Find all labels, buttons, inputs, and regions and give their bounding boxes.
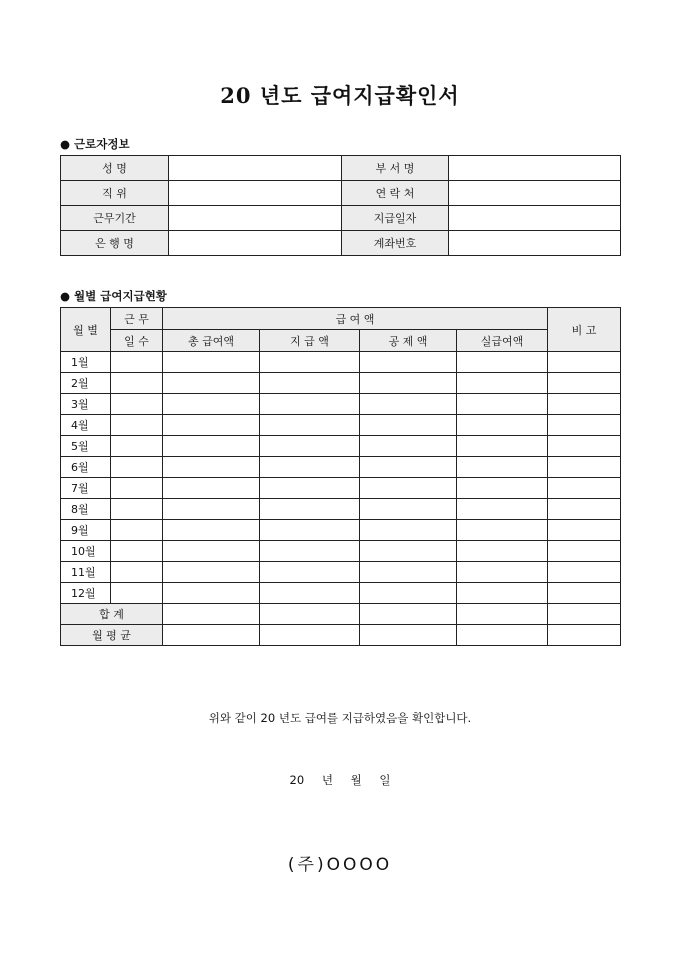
amount-cell[interactable] <box>548 436 621 457</box>
amount-cell[interactable] <box>260 478 360 499</box>
average-paid-cell[interactable] <box>260 625 360 646</box>
field-value-cell[interactable] <box>169 231 342 256</box>
gross-pay-header: 총 급여액 <box>163 330 260 352</box>
month-row <box>61 541 621 562</box>
paid-amount-header: 지 급 액 <box>260 330 360 352</box>
amount-cell[interactable] <box>548 562 621 583</box>
date-line: 20 년 월 일 <box>289 773 391 787</box>
field-label: 계좌번호 <box>342 231 449 256</box>
amount-cell[interactable] <box>548 415 621 436</box>
amount-cell[interactable] <box>163 352 260 373</box>
month-row <box>61 352 621 373</box>
month-label: 2월 <box>61 373 111 394</box>
workdays-header-bottom: 일 수 <box>111 330 163 352</box>
amount-cell[interactable] <box>457 436 548 457</box>
average-deduction-cell[interactable] <box>360 625 457 646</box>
amount-cell[interactable] <box>360 478 457 499</box>
month-label: 3월 <box>61 394 111 415</box>
remarks-header: 비 고 <box>548 308 621 352</box>
amount-cell[interactable] <box>360 352 457 373</box>
month-header: 월 별 <box>61 308 111 352</box>
field-value-cell[interactable] <box>449 156 621 181</box>
total-paid-cell[interactable] <box>260 604 360 625</box>
net-pay-header: 실급여액 <box>457 330 548 352</box>
amount-cell[interactable] <box>548 520 621 541</box>
monthly-header-row <box>61 308 621 330</box>
month-row <box>61 436 621 457</box>
worker-info-row <box>61 206 621 231</box>
amount-cell[interactable] <box>111 478 163 499</box>
amount-cell[interactable] <box>111 436 163 457</box>
amount-cell[interactable] <box>260 352 360 373</box>
field-label: 은 행 명 <box>61 231 169 256</box>
average-remarks-cell[interactable] <box>548 625 621 646</box>
total-row <box>61 604 621 625</box>
amount-cell[interactable] <box>548 457 621 478</box>
amount-cell[interactable] <box>163 478 260 499</box>
field-value-cell[interactable] <box>449 181 621 206</box>
field-label: 성 명 <box>61 156 169 181</box>
amount-cell[interactable] <box>163 541 260 562</box>
document-title: 20 년도 급여지급확인서 <box>220 83 460 108</box>
worker-info-body <box>61 156 621 256</box>
amount-cell[interactable] <box>111 562 163 583</box>
month-label: 4월 <box>61 415 111 436</box>
amount-cell[interactable] <box>111 352 163 373</box>
month-label: 5월 <box>61 436 111 457</box>
amount-cell[interactable] <box>260 436 360 457</box>
amount-cell[interactable] <box>548 583 621 604</box>
total-deduction-cell[interactable] <box>360 604 457 625</box>
amount-cell[interactable] <box>111 583 163 604</box>
amount-cell[interactable] <box>163 436 260 457</box>
amount-cell[interactable] <box>360 436 457 457</box>
monthly-heading: ● 월별 급여지급현황 <box>60 289 167 303</box>
total-remarks-cell[interactable] <box>548 604 621 625</box>
amount-cell[interactable] <box>163 520 260 541</box>
amount-cell[interactable] <box>163 415 260 436</box>
month-label: 7월 <box>61 478 111 499</box>
amount-cell[interactable] <box>457 394 548 415</box>
worker-info-row <box>61 156 621 181</box>
month-label: 8월 <box>61 499 111 520</box>
amount-cell[interactable] <box>260 457 360 478</box>
month-row <box>61 394 621 415</box>
amount-cell[interactable] <box>360 457 457 478</box>
field-label: 직 위 <box>61 181 169 206</box>
amount-cell[interactable] <box>111 394 163 415</box>
amount-cell[interactable] <box>360 499 457 520</box>
field-label: 부 서 명 <box>342 156 449 181</box>
month-row <box>61 499 621 520</box>
amount-cell[interactable] <box>260 499 360 520</box>
worker-info-table <box>60 155 621 256</box>
amount-cell[interactable] <box>111 520 163 541</box>
amount-cell[interactable] <box>457 562 548 583</box>
monthly-subheader-row <box>61 330 621 352</box>
amount-cell[interactable] <box>111 457 163 478</box>
month-label: 1월 <box>61 352 111 373</box>
amount-cell[interactable] <box>360 520 457 541</box>
worker-info-row <box>61 231 621 256</box>
field-label: 연 락 처 <box>342 181 449 206</box>
amount-cell[interactable] <box>163 457 260 478</box>
amount-cell[interactable] <box>457 499 548 520</box>
month-row <box>61 457 621 478</box>
average-gross-cell[interactable] <box>163 625 260 646</box>
month-row <box>61 478 621 499</box>
amount-cell[interactable] <box>457 373 548 394</box>
amount-cell[interactable] <box>111 499 163 520</box>
field-label: 지급일자 <box>342 206 449 231</box>
monthly-pay-body <box>61 352 621 604</box>
amount-cell[interactable] <box>360 583 457 604</box>
month-row <box>61 562 621 583</box>
total-gross-cell[interactable] <box>163 604 260 625</box>
amount-cell[interactable] <box>360 541 457 562</box>
amount-cell[interactable] <box>548 541 621 562</box>
month-label: 6월 <box>61 457 111 478</box>
month-row <box>61 415 621 436</box>
month-row <box>61 373 621 394</box>
worker-info-heading: ● 근로자정보 <box>60 137 130 151</box>
amount-cell[interactable] <box>457 352 548 373</box>
amount-cell[interactable] <box>163 394 260 415</box>
amount-cell[interactable] <box>260 394 360 415</box>
average-row <box>61 625 621 646</box>
pay-header: 급 여 액 <box>163 308 548 330</box>
month-row <box>61 583 621 604</box>
amount-cell[interactable] <box>260 562 360 583</box>
amount-cell[interactable] <box>111 415 163 436</box>
amount-cell[interactable] <box>457 541 548 562</box>
amount-cell[interactable] <box>360 415 457 436</box>
amount-cell[interactable] <box>260 583 360 604</box>
total-net-cell[interactable] <box>457 604 548 625</box>
company-name: (주)OOOO <box>287 855 393 875</box>
field-label: 근무기간 <box>61 206 169 231</box>
amount-cell[interactable] <box>163 499 260 520</box>
average-label: 월 평 균 <box>61 625 163 646</box>
amount-cell[interactable] <box>457 520 548 541</box>
month-row <box>61 520 621 541</box>
total-label: 합 계 <box>61 604 163 625</box>
amount-cell[interactable] <box>163 562 260 583</box>
monthly-pay-table <box>60 307 621 646</box>
confirmation-text: 위와 같이 20 년도 급여를 지급하였음을 확인합니다. <box>208 711 472 725</box>
amount-cell[interactable] <box>260 541 360 562</box>
month-label: 10월 <box>61 541 111 562</box>
amount-cell[interactable] <box>457 457 548 478</box>
amount-cell[interactable] <box>163 583 260 604</box>
amount-cell[interactable] <box>260 415 360 436</box>
amount-cell[interactable] <box>360 373 457 394</box>
field-value-cell[interactable] <box>449 206 621 231</box>
amount-cell[interactable] <box>360 562 457 583</box>
month-label: 9월 <box>61 520 111 541</box>
amount-cell[interactable] <box>548 394 621 415</box>
amount-cell[interactable] <box>457 583 548 604</box>
amount-cell[interactable] <box>548 352 621 373</box>
average-net-cell[interactable] <box>457 625 548 646</box>
field-value-cell[interactable] <box>449 231 621 256</box>
month-label: 12월 <box>61 583 111 604</box>
workdays-header-top: 근 무 <box>111 308 163 330</box>
amount-cell[interactable] <box>360 394 457 415</box>
amount-cell[interactable] <box>548 499 621 520</box>
deduction-header: 공 제 액 <box>360 330 457 352</box>
field-value-cell[interactable] <box>169 156 342 181</box>
amount-cell[interactable] <box>111 373 163 394</box>
month-label: 11월 <box>61 562 111 583</box>
amount-cell[interactable] <box>548 373 621 394</box>
amount-cell[interactable] <box>457 415 548 436</box>
amount-cell[interactable] <box>260 520 360 541</box>
amount-cell[interactable] <box>457 478 548 499</box>
amount-cell[interactable] <box>111 541 163 562</box>
amount-cell[interactable] <box>260 373 360 394</box>
field-value-cell[interactable] <box>169 181 342 206</box>
amount-cell[interactable] <box>163 373 260 394</box>
worker-info-row <box>61 181 621 206</box>
amount-cell[interactable] <box>548 478 621 499</box>
field-value-cell[interactable] <box>169 206 342 231</box>
